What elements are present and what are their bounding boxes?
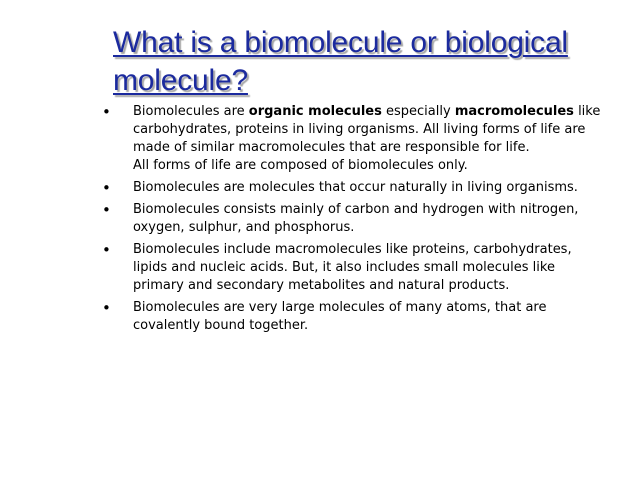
bullet-text: Biomolecules consists mainly of carbon and hydrogen with nitrogen, oxygen, sulphur, and phosphorus.	[133, 202, 579, 235]
bullet-icon: •	[102, 179, 111, 197]
bullet-item	[102, 299, 602, 335]
bullet-list	[102, 103, 602, 339]
bullet-text: Biomolecules are molecules that occur naturally in living organisms.	[133, 180, 578, 195]
bullet-text-mid: especially	[386, 104, 451, 119]
bullet-icon: •	[102, 103, 111, 121]
bullet-bold-macromolecules: macromolecules	[454, 104, 574, 119]
bullet-text-extra: All forms of life are composed of biomolecules only.	[133, 158, 468, 173]
bullet-icon: •	[102, 201, 111, 219]
bullet-text: Biomolecules are very large molecules of many atoms, that are covalently bound together.	[133, 300, 547, 333]
bullet-item	[102, 241, 602, 295]
slide-title-line2: molecule?	[113, 64, 248, 97]
bullet-icon: •	[102, 241, 111, 259]
bullet-text-rest: like carbohydrates, proteins in living organisms. All living forms of life are made of similar macromolecules that are responsible for life.	[133, 104, 601, 155]
bullet-text: Biomolecules include macromolecules like proteins, carbohydrates, lipids and nucleic acids. But, it also includes small molecules like primary and secondary metabolites and natural products.	[133, 242, 572, 293]
slide-title	[113, 24, 623, 100]
bullet-item	[102, 179, 602, 197]
bullet-bold-organic-molecules: organic molecules	[248, 104, 382, 119]
slide-title-line1: What is a biomolecule or biological	[113, 26, 568, 59]
bullet-text-intro: Biomolecules are	[133, 104, 245, 119]
bullet-icon: •	[102, 299, 111, 317]
bullet-text	[133, 104, 602, 175]
bullet-item	[102, 103, 602, 175]
bullet-item	[102, 201, 602, 237]
